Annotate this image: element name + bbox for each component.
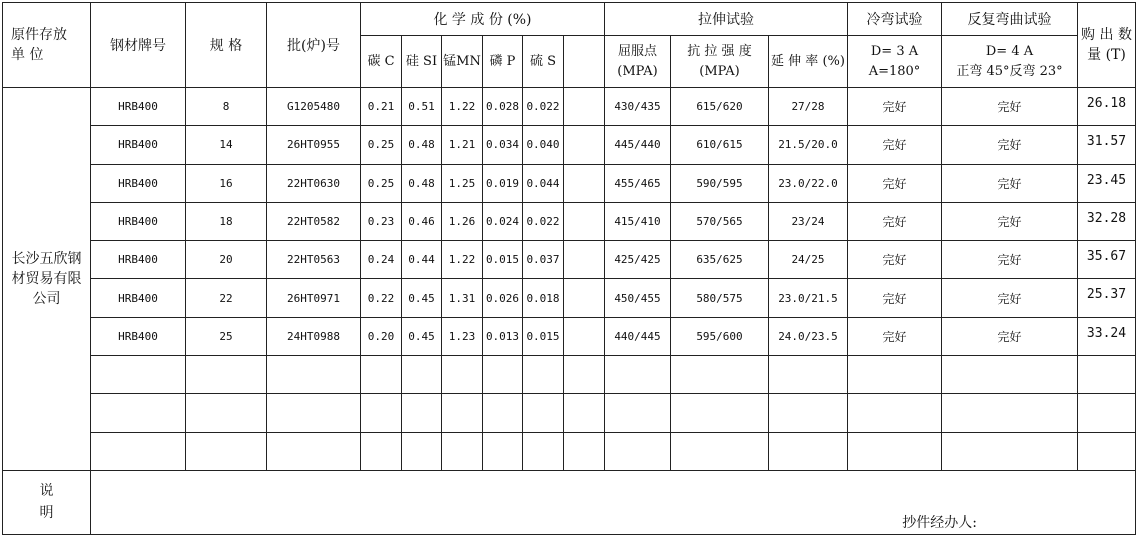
header-tensile-strength: 抗 拉 强 度 (MPA) bbox=[671, 36, 769, 88]
elongation-cell: 24.0/23.5 bbox=[769, 317, 848, 355]
empty-cell bbox=[483, 394, 523, 432]
elongation-cell: 23.0/21.5 bbox=[769, 279, 848, 317]
empty-cell bbox=[402, 394, 442, 432]
header-carbon: 碳 C bbox=[361, 36, 402, 88]
steel-grade-cell: HRB400 bbox=[91, 279, 186, 317]
blank-cell bbox=[564, 126, 605, 164]
empty-cell bbox=[848, 394, 942, 432]
empty-row bbox=[3, 432, 1136, 470]
phosphorus-cell: 0.028 bbox=[483, 88, 523, 126]
blank-cell bbox=[564, 88, 605, 126]
steel-grade-cell: HRB400 bbox=[91, 164, 186, 202]
tensile-strength-cell: 615/620 bbox=[671, 88, 769, 126]
carbon-cell: 0.25 bbox=[361, 126, 402, 164]
blank-cell bbox=[564, 317, 605, 355]
empty-cell bbox=[91, 432, 186, 470]
carbon-cell: 0.24 bbox=[361, 241, 402, 279]
empty-cell bbox=[523, 394, 564, 432]
cold-bend-result-cell: 完好 bbox=[848, 164, 942, 202]
manganese-cell: 1.23 bbox=[442, 317, 483, 355]
quantity-cell: 32.28 bbox=[1078, 202, 1136, 240]
note-label bbox=[3, 470, 91, 534]
spec-cell: 16 bbox=[186, 164, 267, 202]
empty-cell bbox=[361, 432, 402, 470]
sulfur-cell: 0.044 bbox=[523, 164, 564, 202]
batch-number-cell: 24HT0988 bbox=[267, 317, 361, 355]
spec-cell: 18 bbox=[186, 202, 267, 240]
yield-point-cell: 425/425 bbox=[605, 241, 671, 279]
reverse-bend-result-cell: 完好 bbox=[942, 164, 1078, 202]
silicon-cell: 0.45 bbox=[402, 279, 442, 317]
steel-grade-cell: HRB400 bbox=[91, 126, 186, 164]
elongation-cell: 24/25 bbox=[769, 241, 848, 279]
material-quality-table bbox=[2, 2, 1136, 535]
empty-cell bbox=[942, 394, 1078, 432]
empty-cell bbox=[564, 432, 605, 470]
tensile-strength-cell: 590/595 bbox=[671, 164, 769, 202]
empty-cell bbox=[402, 356, 442, 394]
silicon-cell: 0.46 bbox=[402, 202, 442, 240]
header-cold-bend-condition: D= 3 A A=180° bbox=[848, 36, 942, 88]
header-quantity: 购 出 数 量 (T) bbox=[1078, 3, 1136, 88]
spec-cell: 22 bbox=[186, 279, 267, 317]
sulfur-cell: 0.022 bbox=[523, 202, 564, 240]
header-reverse-bend-condition: D= 4 A 正弯 45°反弯 23° bbox=[942, 36, 1078, 88]
empty-cell bbox=[523, 432, 564, 470]
company-name: 长沙五欣钢材贸易有限公司 bbox=[3, 88, 91, 471]
manganese-cell: 1.22 bbox=[442, 88, 483, 126]
empty-cell bbox=[564, 356, 605, 394]
empty-cell bbox=[267, 432, 361, 470]
cold-bend-result-cell: 完好 bbox=[848, 88, 942, 126]
quantity-cell: 26.18 bbox=[1078, 88, 1136, 126]
table-row bbox=[3, 202, 1136, 240]
empty-cell bbox=[605, 432, 671, 470]
reverse-bend-result-cell: 完好 bbox=[942, 202, 1078, 240]
reverse-bend-result-cell: 完好 bbox=[942, 317, 1078, 355]
empty-cell bbox=[848, 432, 942, 470]
batch-number-cell: G1205480 bbox=[267, 88, 361, 126]
empty-cell bbox=[769, 394, 848, 432]
empty-cell bbox=[483, 356, 523, 394]
yield-point-cell: 455/465 bbox=[605, 164, 671, 202]
manganese-cell: 1.21 bbox=[442, 126, 483, 164]
empty-cell bbox=[442, 394, 483, 432]
spec-cell: 8 bbox=[186, 88, 267, 126]
header-manganese: 锰MN bbox=[442, 36, 483, 88]
silicon-cell: 0.45 bbox=[402, 317, 442, 355]
sulfur-cell: 0.040 bbox=[523, 126, 564, 164]
empty-cell bbox=[942, 432, 1078, 470]
empty-cell bbox=[769, 356, 848, 394]
empty-cell bbox=[605, 394, 671, 432]
phosphorus-cell: 0.034 bbox=[483, 126, 523, 164]
quantity-cell: 33.24 bbox=[1078, 317, 1136, 355]
empty-cell bbox=[769, 432, 848, 470]
carbon-cell: 0.22 bbox=[361, 279, 402, 317]
table-row bbox=[3, 164, 1136, 202]
cold-bend-result-cell: 完好 bbox=[848, 126, 942, 164]
empty-cell bbox=[848, 356, 942, 394]
tensile-strength-cell: 595/600 bbox=[671, 317, 769, 355]
empty-cell bbox=[267, 356, 361, 394]
batch-number-cell: 22HT0582 bbox=[267, 202, 361, 240]
carbon-cell: 0.25 bbox=[361, 164, 402, 202]
empty-row bbox=[3, 394, 1136, 432]
elongation-cell: 21.5/20.0 bbox=[769, 126, 848, 164]
table-row bbox=[3, 126, 1136, 164]
batch-number-cell: 22HT0563 bbox=[267, 241, 361, 279]
copy-agent-label: 抄件经办人: bbox=[902, 514, 977, 531]
silicon-cell: 0.48 bbox=[402, 164, 442, 202]
empty-cell bbox=[942, 356, 1078, 394]
carbon-cell: 0.23 bbox=[361, 202, 402, 240]
steel-grade-cell: HRB400 bbox=[91, 241, 186, 279]
spec-cell: 25 bbox=[186, 317, 267, 355]
phosphorus-cell: 0.026 bbox=[483, 279, 523, 317]
steel-grade-cell: HRB400 bbox=[91, 202, 186, 240]
empty-cell bbox=[91, 394, 186, 432]
table-row bbox=[3, 317, 1136, 355]
header-elongation: 延 伸 率 (%) bbox=[769, 36, 848, 88]
header-reverse-bend-test: 反复弯曲试验 bbox=[942, 3, 1078, 36]
note-label-char-1: 说 bbox=[39, 483, 54, 500]
steel-grade-cell: HRB400 bbox=[91, 88, 186, 126]
empty-cell bbox=[671, 394, 769, 432]
header-steel-grade: 钢材牌号 bbox=[91, 3, 186, 88]
cold-bend-result-cell: 完好 bbox=[848, 241, 942, 279]
silicon-cell: 0.48 bbox=[402, 126, 442, 164]
reverse-bend-result-cell: 完好 bbox=[942, 88, 1078, 126]
empty-cell bbox=[523, 356, 564, 394]
empty-cell bbox=[442, 432, 483, 470]
blank-cell bbox=[564, 202, 605, 240]
tensile-strength-cell: 610/615 bbox=[671, 126, 769, 164]
table-row bbox=[3, 241, 1136, 279]
elongation-cell: 23.0/22.0 bbox=[769, 164, 848, 202]
reverse-bend-result-cell: 完好 bbox=[942, 241, 1078, 279]
sulfur-cell: 0.037 bbox=[523, 241, 564, 279]
cold-bend-result-cell: 完好 bbox=[848, 317, 942, 355]
phosphorus-cell: 0.013 bbox=[483, 317, 523, 355]
header-silicon: 硅 SI bbox=[402, 36, 442, 88]
empty-cell bbox=[483, 432, 523, 470]
cold-bend-result-cell: 完好 bbox=[848, 202, 942, 240]
empty-cell bbox=[671, 356, 769, 394]
empty-row bbox=[3, 356, 1136, 394]
table-row bbox=[3, 279, 1136, 317]
quantity-cell: 23.45 bbox=[1078, 164, 1136, 202]
cold-bend-result-cell: 完好 bbox=[848, 279, 942, 317]
header-chemical-composition: 化 学 成 份 (%) bbox=[361, 3, 605, 36]
yield-point-cell: 415/410 bbox=[605, 202, 671, 240]
empty-cell bbox=[1078, 356, 1136, 394]
phosphorus-cell: 0.024 bbox=[483, 202, 523, 240]
manganese-cell: 1.22 bbox=[442, 241, 483, 279]
blank-cell bbox=[564, 279, 605, 317]
footer-row bbox=[3, 470, 1136, 534]
sulfur-cell: 0.022 bbox=[523, 88, 564, 126]
header-chem-blank bbox=[564, 36, 605, 88]
empty-cell bbox=[1078, 394, 1136, 432]
empty-cell bbox=[267, 394, 361, 432]
manganese-cell: 1.25 bbox=[442, 164, 483, 202]
sulfur-cell: 0.018 bbox=[523, 279, 564, 317]
sulfur-cell: 0.015 bbox=[523, 317, 564, 355]
yield-point-cell: 440/445 bbox=[605, 317, 671, 355]
empty-cell bbox=[361, 394, 402, 432]
yield-point-cell: 430/435 bbox=[605, 88, 671, 126]
batch-number-cell: 26HT0971 bbox=[267, 279, 361, 317]
blank-cell bbox=[564, 164, 605, 202]
header-storage-unit: 原件存放 单 位 bbox=[3, 3, 91, 88]
spec-cell: 20 bbox=[186, 241, 267, 279]
empty-cell bbox=[91, 356, 186, 394]
empty-cell bbox=[1078, 432, 1136, 470]
note-body bbox=[91, 470, 1136, 534]
yield-point-cell: 445/440 bbox=[605, 126, 671, 164]
tensile-strength-cell: 580/575 bbox=[671, 279, 769, 317]
note-label-char-2: 明 bbox=[39, 505, 54, 522]
empty-cell bbox=[402, 432, 442, 470]
tensile-strength-cell: 570/565 bbox=[671, 202, 769, 240]
table-row bbox=[3, 88, 1136, 126]
header-phosphorus: 磷 P bbox=[483, 36, 523, 88]
empty-cell bbox=[186, 356, 267, 394]
batch-number-cell: 22HT0630 bbox=[267, 164, 361, 202]
empty-cell bbox=[361, 356, 402, 394]
silicon-cell: 0.51 bbox=[402, 88, 442, 126]
carbon-cell: 0.20 bbox=[361, 317, 402, 355]
silicon-cell: 0.44 bbox=[402, 241, 442, 279]
header-sulfur: 硫 S bbox=[523, 36, 564, 88]
elongation-cell: 23/24 bbox=[769, 202, 848, 240]
tensile-strength-cell: 635/625 bbox=[671, 241, 769, 279]
elongation-cell: 27/28 bbox=[769, 88, 848, 126]
empty-cell bbox=[186, 394, 267, 432]
reverse-bend-result-cell: 完好 bbox=[942, 126, 1078, 164]
phosphorus-cell: 0.015 bbox=[483, 241, 523, 279]
empty-cell bbox=[442, 356, 483, 394]
blank-cell bbox=[564, 241, 605, 279]
manganese-cell: 1.31 bbox=[442, 279, 483, 317]
batch-number-cell: 26HT0955 bbox=[267, 126, 361, 164]
empty-cell bbox=[564, 394, 605, 432]
manganese-cell: 1.26 bbox=[442, 202, 483, 240]
quantity-cell: 35.67 bbox=[1078, 241, 1136, 279]
steel-grade-cell: HRB400 bbox=[91, 317, 186, 355]
empty-cell bbox=[186, 432, 267, 470]
empty-cell bbox=[671, 432, 769, 470]
header-cold-bend-test: 冷弯试验 bbox=[848, 3, 942, 36]
header-yield-point: 屈服点 (MPA) bbox=[605, 36, 671, 88]
header-tensile-test: 拉伸试验 bbox=[605, 3, 848, 36]
carbon-cell: 0.21 bbox=[361, 88, 402, 126]
spec-cell: 14 bbox=[186, 126, 267, 164]
phosphorus-cell: 0.019 bbox=[483, 164, 523, 202]
reverse-bend-result-cell: 完好 bbox=[942, 279, 1078, 317]
quantity-cell: 25.37 bbox=[1078, 279, 1136, 317]
header-spec: 规 格 bbox=[186, 3, 267, 88]
header-batch-number: 批(炉)号 bbox=[267, 3, 361, 88]
empty-cell bbox=[605, 356, 671, 394]
yield-point-cell: 450/455 bbox=[605, 279, 671, 317]
quantity-cell: 31.57 bbox=[1078, 126, 1136, 164]
